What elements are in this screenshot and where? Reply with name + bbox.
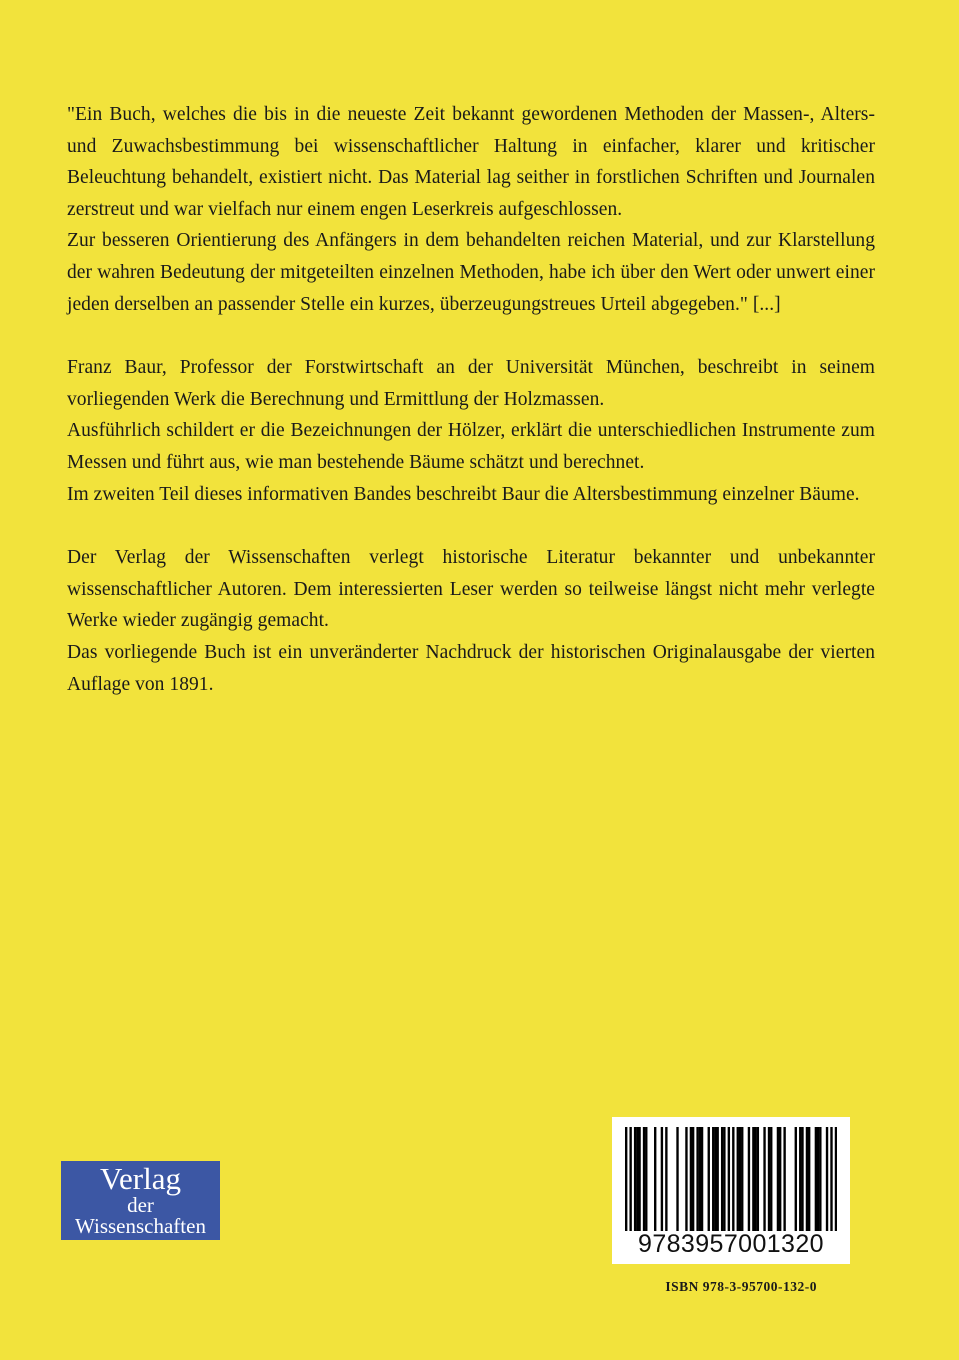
barcode-bar (636, 1127, 638, 1231)
barcode-bar (737, 1127, 739, 1231)
barcode (612, 1117, 850, 1264)
barcode-bar (643, 1127, 645, 1231)
barcode-bar (696, 1127, 698, 1231)
barcode-bar (714, 1127, 716, 1231)
barcode-bar (779, 1127, 781, 1231)
barcode-bar (801, 1127, 803, 1231)
barcode-bar (625, 1127, 627, 1231)
publisher-paragraph-2: Das vorliegende Buch ist ein unveränderter Nachdruck der historischen Originalausgabe der vierten Auflage von 1891. (67, 641, 875, 695)
barcode-bar (808, 1127, 810, 1231)
publisher-paragraph-1: Der Verlag der Wissenschaften verlegt historische Literatur bekannter und unbekannter wissenschaftlicher Autoren. Dem interessierten Leser werden so teilweise längst nicht mehr verlegte Werke wieder zugängig gemacht. (67, 547, 875, 632)
description-paragraph-3: Im zweiten Teil dieses informativen Bandes beschreibt Baur die Altersbestimmung einzelner Bäume. (67, 483, 860, 505)
barcode-bar (685, 1127, 687, 1231)
barcode-bar (723, 1127, 725, 1231)
barcode-bar (757, 1127, 759, 1231)
barcode-bar (768, 1127, 770, 1231)
barcode-bar (777, 1127, 779, 1231)
barcode-bar (712, 1127, 714, 1231)
barcode-bar (795, 1127, 797, 1231)
barcode-bar (708, 1127, 710, 1231)
barcode-bar (645, 1127, 647, 1231)
barcode-bar (716, 1127, 718, 1231)
quote-paragraph-2: Zur besseren Orientierung des Anfängers in dem behandelten reichen Material, und zur Klarstellung der wahren Bedeutung der mitgeteilten einzelnen Methoden, habe ich über den Wert oder unwert einer jeden derselben an passender Stelle ein kurzes, überzeugungstreues Urteil abgegeben." [...] (67, 230, 875, 315)
barcode-bar (638, 1127, 640, 1231)
barcode-bar (629, 1127, 631, 1231)
barcode-bar (634, 1127, 636, 1231)
barcode-bar (676, 1127, 678, 1231)
paragraph-spacer (67, 510, 875, 542)
barcode-bar (819, 1127, 821, 1231)
paragraph-spacer (67, 320, 875, 352)
barcode-bar (661, 1127, 663, 1231)
logo-line-wissenschaften: Wissenschaften (75, 1214, 206, 1238)
barcode-bar (817, 1127, 819, 1231)
barcode-bar (754, 1127, 756, 1231)
description-paragraph-1: Franz Baur, Professor der Forstwirtschaft an der Universität München, beschreibt in seinem vorliegenden Werk die Berechnung und Ermittlung der Holzmassen. (67, 357, 875, 410)
barcode-bar (835, 1127, 837, 1231)
barcode-bar (699, 1127, 701, 1231)
barcode-bar (654, 1127, 656, 1231)
barcode-bar (815, 1127, 817, 1231)
barcode-bar (752, 1127, 754, 1231)
publisher-logo (61, 1161, 220, 1240)
barcode-bar (770, 1127, 772, 1231)
barcode-bar (739, 1127, 741, 1231)
barcode-bar (763, 1127, 765, 1231)
barcode-bar (665, 1127, 667, 1231)
barcode-bar (728, 1127, 730, 1231)
barcode-bar (830, 1127, 832, 1231)
barcode-bar (732, 1127, 734, 1231)
barcode-bar (721, 1127, 723, 1231)
barcode-digits: 9783957001320 (638, 1230, 824, 1258)
barcode-bar (783, 1127, 785, 1231)
barcode-bar (826, 1127, 828, 1231)
back-cover-text (67, 99, 875, 700)
logo-line-verlag: Verlag (100, 1161, 181, 1196)
isbn-label: ISBN 978-3-95700-132-0 (665, 1279, 817, 1294)
barcode-bar (748, 1127, 750, 1231)
barcode-bar (692, 1127, 694, 1231)
barcode-bar (690, 1127, 692, 1231)
quote-paragraph-1: "Ein Buch, welches die bis in die neueste Zeit bekannt gewordenen Methoden der Massen-, Alters- und Zuwachsbestimmung bei wissenschaftlicher Haltung in einfacher, klarer und kritischer Beleuchtung behandelt, existiert nicht. Das Material lag seither in forstlichen Schriften und Journalen zerstreut und war vielfach nur einem engen Leserkreis aufgeschlossen. (67, 104, 875, 220)
description-paragraph-2: Ausführlich schildert er die Bezeichnungen der Hölzer, erklärt die unterschiedlichen Instrumente zum Messen und führt aus, wie man bestehende Bäume schätzt und berechnet. (67, 420, 875, 473)
barcode-bar (741, 1127, 743, 1231)
barcode-bars (625, 1127, 837, 1231)
barcode-bar (806, 1127, 808, 1231)
barcode-bar (701, 1127, 703, 1231)
logo-line-der: der (127, 1193, 154, 1217)
barcode-bar (799, 1127, 801, 1231)
